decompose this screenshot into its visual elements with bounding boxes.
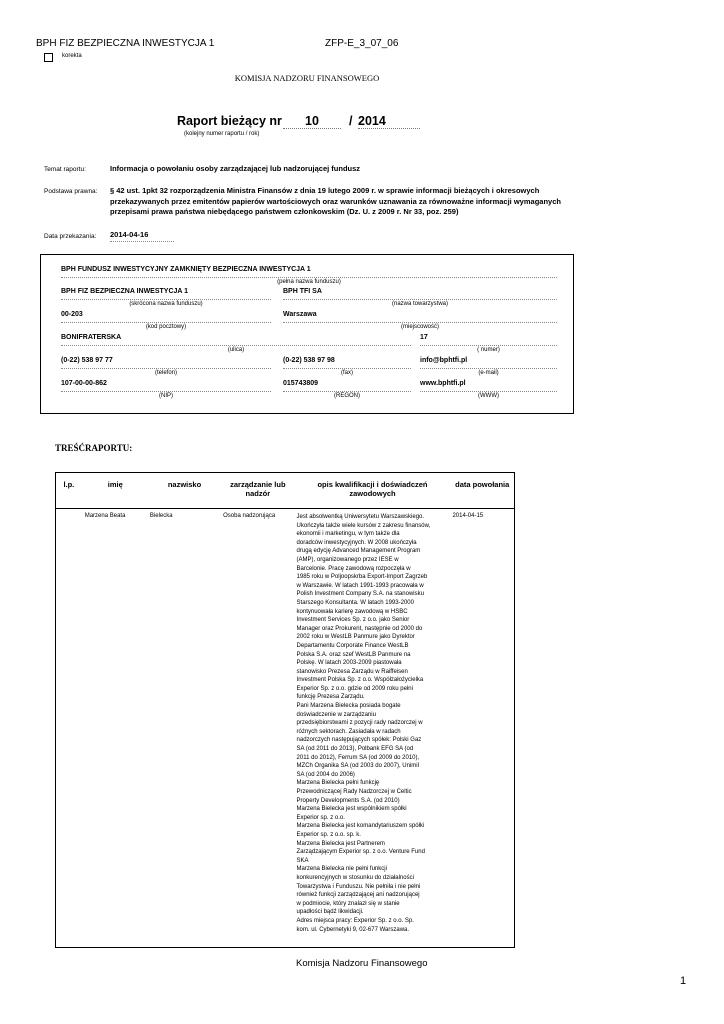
col-imie: imię bbox=[83, 472, 148, 509]
table-header-row bbox=[55, 472, 514, 509]
col-data: data powołania bbox=[450, 472, 514, 509]
fax: (0-22) 538 97 98 bbox=[283, 357, 335, 364]
postal-caption: (kod pocztowy) bbox=[145, 324, 187, 330]
tresc-heading: TREŚĆRAPORTU: bbox=[55, 443, 133, 453]
email-caption: (e-mail) bbox=[478, 370, 499, 376]
knf-title: KOMISJA NADZORU FINANSOWEGO bbox=[234, 73, 380, 83]
street-number: 17 bbox=[420, 334, 428, 341]
raport-slash: / bbox=[349, 114, 353, 128]
street-caption: (ulica) bbox=[227, 347, 245, 353]
col-rola: zarządzanie lub nadzór bbox=[221, 472, 294, 509]
header-form-code: ZFP-E_3_07_06 bbox=[325, 38, 399, 49]
phone-caption: (telefon) bbox=[154, 370, 177, 376]
tfi-name: BPH TFI SA bbox=[283, 288, 322, 295]
short-name-caption: (skrócona nazwa funduszu) bbox=[129, 301, 203, 307]
page-number: 1 bbox=[680, 975, 687, 987]
www[interactable]: www.bphtfi.pl bbox=[420, 380, 466, 387]
data-label: Data przekazania: bbox=[44, 233, 97, 240]
podstawa-value: § 42 ust. 1pkt 32 rozporządzenia Ministra Finansów z dnia 19 lutego 2009 r. w sprawie informacji bieżących i okresowych przekazywanych przez emitentów papierów wartościowych oraz warunków uznawania za równoważne informacji wymaganych przepisami prawa państwa niebędącego państwem członkowskim (Dz. U. z 2009 r. Nr 33, poz. 259) bbox=[110, 186, 561, 216]
nip-caption: (NIP) bbox=[159, 393, 173, 399]
postal-code: 00-203 bbox=[61, 311, 83, 318]
street: BONIFRATERSKA bbox=[61, 334, 122, 341]
regon: 015743809 bbox=[283, 380, 319, 387]
footer-knf: Komisja Nadzoru Finansowego bbox=[296, 958, 428, 969]
table-row bbox=[55, 509, 514, 939]
podstawa-label: Podstawa prawna: bbox=[44, 188, 98, 195]
fund-info-box bbox=[40, 254, 574, 414]
col-nazwisko: nazwisko bbox=[148, 472, 221, 509]
cell-lp bbox=[55, 509, 83, 939]
data-value: 2014-04-16 bbox=[110, 230, 174, 242]
col-lp: l.p. bbox=[55, 472, 83, 509]
raport-title: Raport bieżący nr bbox=[177, 114, 282, 128]
korekta-label: korekta bbox=[62, 53, 82, 59]
www-caption: (WWW) bbox=[478, 393, 499, 399]
raport-year: 2014 bbox=[358, 114, 420, 129]
raport-subtitle: (kolejny numer raportu / rok) bbox=[184, 131, 260, 137]
regon-caption: (REGON) bbox=[334, 393, 360, 399]
fund-short-name: BPH FIZ BEZPIECZNA INWESTYCJA 1 bbox=[61, 288, 189, 295]
phone: (0-22) 538 97 77 bbox=[61, 357, 113, 364]
cell-data: 2014-04-15 bbox=[452, 513, 484, 519]
cell-opis: Jest absolwentką Uniwersytetu Warszawskiego. Ukończyła także wiele kursów z zakresu finansów, ekonomii i marketingu, w tym także dla doradców inwestycyjnych. W 2008 ukończyła drugą edycję Advanced Management Program (AMP), organizowanego przez IESE w Barcelonie. Pracę zawodową rozpoczęła w 1985 roku w Poljoopskrba Export-Import Zagrzeb w Warszawie. W latach 1991-1993 pracowała w Polish Investment Company S.A. na stanowisku Starszego Konsultanta. W latach 1993-2000 kontynuowała karierę zawodową w HSBC Investment Services Sp. z o.o. jako Senior Manager oraz Prokurent, następnie od 2000 do 2002 roku w WestLB Panmure jako Dyrektor Departamentu Corporate Finance WestLB Polska S.A. oraz szef WestLB Panmure na Polskę. W latach 2003-2009 piastowała stanowisko Prezesa Zarządu w Raiffeisen Investment Polska Sp. z o.o. Współzałożycielka Experior Sp. z o.o. gdzie od 2009 roku pełni funkcję Prezesa Zarządu. Pani Marzena Bielecka posiada bogate doświadczenie w zarządzaniu przedsiębiorstwami z pozycji rady nadzorczej w różnych sektorach. Zasiadała w radach nadzorczych następujących spółek: Polski Gaz SA (od 2011 do 2013), Polbank EFG SA (od 2011 do 2012), Ferrum SA (od 2009 do 2010), MZCh Organika SA (od 2003 do 2007), Unimil SA (od 2004 do 2006) Marzena Bielecka pełni funkcję Przewodniczącej Rady Nadzorczej w Celtic Property Developments S.A. (od 2010) Marzena Bielecka jest wspólnikiem spółki Experior sp. z o.o. Marzena Bielecka jest komandytariuszem spółki Experior sp. z o.o. sp. k. Marzena Bielecka jest Partnerem Zarządzającym Experior sp. z o.o. Venture Fund SKA Marzena Bielecka nie pełni funkcji konkurencyjnych w stosunku do działalności Towarzystwa i Funduszu. Nie pełniła i nie pełni również funkcji zarządzającej ani nadzorującej w podmiocie, który znalazł się w stanie upadłości bądź likwidacji. Adres miejsca pracy: Experior Sp. z o.o. Sp. kom. ul. Cybernetyki 9, 02-677 Warszawa. bbox=[296, 514, 431, 933]
nip: 107-00-00-862 bbox=[61, 380, 107, 387]
cell-nazwisko: Bielecka bbox=[149, 513, 173, 519]
tfi-caption: (nazwa towarzystwa) bbox=[391, 301, 448, 307]
fund-full-name-caption: (pełna nazwa funduszu) bbox=[277, 279, 341, 285]
city: Warszawa bbox=[283, 311, 317, 318]
fund-full-name: BPH FUNDUSZ INWESTYCYJNY ZAMKNIĘTY BEZPIECZNA INWESTYCJA 1 bbox=[61, 266, 311, 273]
cell-imie: Marzena Beata bbox=[84, 513, 126, 519]
email[interactable]: info@bphtfi.pl bbox=[420, 357, 468, 364]
raport-number: 10 bbox=[283, 114, 341, 129]
temat-value: Informacja o powołaniu osoby zarządzającej lub nadzorującej fundusz bbox=[110, 164, 361, 173]
col-opis: opis kwalifikacji i doświadczeń zawodowych bbox=[295, 472, 451, 509]
city-caption: (miejscowość) bbox=[400, 324, 439, 330]
korekta-checkbox[interactable] bbox=[44, 53, 53, 62]
appointment-table bbox=[55, 472, 514, 938]
header-fund-name: BPH FIZ BEZPIECZNA INWESTYCJA 1 bbox=[36, 38, 215, 49]
temat-label: Temat raportu: bbox=[44, 166, 86, 173]
cell-rola: Osoba nadzorująca bbox=[223, 513, 276, 519]
fax-caption: (fax) bbox=[341, 370, 353, 376]
number-caption: ( numer) bbox=[477, 347, 500, 353]
